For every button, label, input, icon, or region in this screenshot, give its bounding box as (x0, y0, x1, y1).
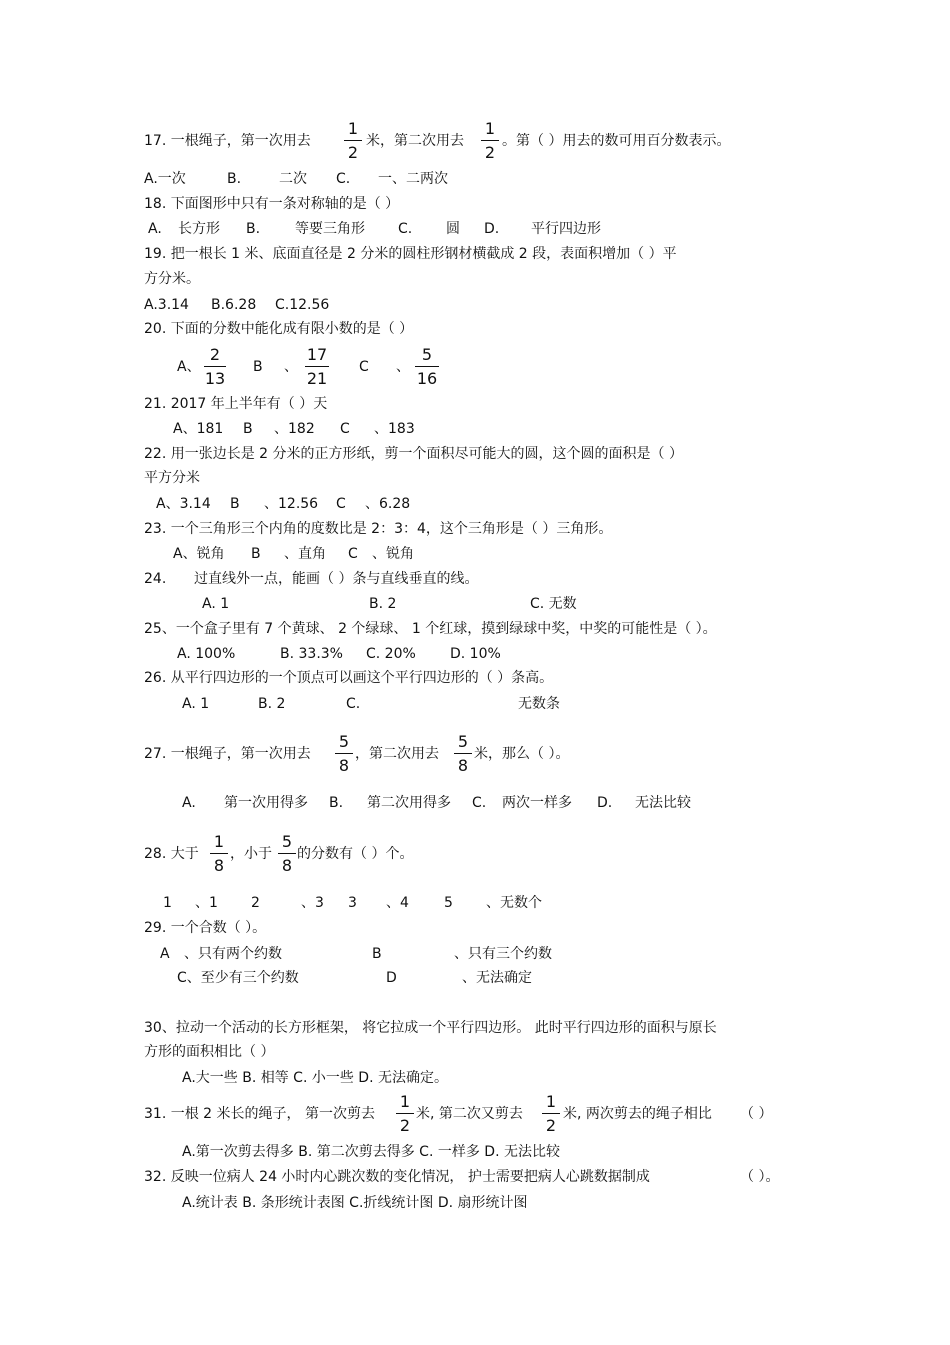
option: 2 (251, 895, 260, 911)
option: C. (336, 171, 351, 187)
option: A、181 (173, 421, 224, 437)
option: 、182 (274, 421, 315, 437)
option: C. (398, 221, 413, 237)
fraction: 1 2 (343, 120, 363, 162)
option: A.3.14 (144, 297, 189, 313)
option: B (230, 496, 240, 512)
option: A. 1 (202, 596, 230, 612)
option: D. 10% (450, 646, 501, 662)
q32-stem: 32. 反映一位病人 24 小时内心跳次数的变化情况， 护士需要把病人心跳数据制成 (144, 1169, 650, 1185)
q31-stem-start: 31. 一根 2 米长的绳子， 第一次剪去 (144, 1106, 375, 1122)
q29-stem: 29. 一个合数（ ）。 (144, 920, 267, 936)
option: 1 (163, 895, 172, 911)
q19-stem: 19. 把一根长 1 米、底面直径是 2 分米的圆柱形钢材横截成 2 段，表面积增加（ ）平 (144, 246, 677, 262)
q27-stem-end: 米，那么（ ）。 (474, 746, 570, 762)
option: B. 2 (369, 596, 397, 612)
fraction: 17 21 (306, 345, 328, 388)
q28-stem-end: 的分数有（ ）个。 (297, 846, 414, 862)
option: 一、二两次 (378, 171, 448, 187)
option: 、直角 (284, 546, 326, 562)
q26-stem: 26. 从平行四边形的一个顶点可以画这个平行四边形的（ ）条高。 (144, 670, 554, 686)
q31-stem-end: 米, 两次剪去的绳子相比 (563, 1106, 712, 1122)
option: 长方形 (178, 221, 220, 237)
option: 第一次用得多 (224, 795, 308, 811)
q24-number: 24. (144, 571, 167, 587)
option: C. (472, 795, 487, 811)
option: A、3.14 (156, 496, 211, 512)
option: A. 100% (177, 646, 236, 662)
option: 、无数个 (486, 895, 542, 911)
fraction: 1 2 (395, 1093, 415, 1135)
q30-stem: 30、拉动一个活动的长方形框架， 将它拉成一个平行四边形。 此时平行四边形的面积与原长 (144, 1020, 717, 1036)
option: C. (346, 696, 361, 712)
q22-stem-cont: 平方分米 (144, 470, 200, 486)
option-label: A、 (177, 359, 201, 375)
q32-blank: （ ）。 (740, 1169, 780, 1185)
option: A、锐角 (173, 546, 225, 562)
option: 、183 (374, 421, 415, 437)
option: A. 1 (182, 696, 210, 712)
q27-stem-start: 27. 一根绳子，第一次用去 (144, 746, 311, 762)
q23-stem: 23. 一个三角形三个内角的度数比是 2：3：4，这个三角形是（ ）三角形。 (144, 521, 613, 537)
option: D (386, 970, 397, 986)
q17-stem-start: 17. 一根绳子，第一次用去 (144, 133, 311, 149)
option: B. (329, 795, 344, 811)
option: A. (148, 221, 162, 237)
option: 、3 (301, 895, 324, 911)
q28-stem-start: 28. 大于 (144, 846, 199, 862)
option: 、只有两个约数 (184, 946, 282, 962)
q21-stem: 21. 2017 年上半年有（ ）天 (144, 396, 328, 412)
option-label: 、 (396, 359, 410, 375)
option: 二次 (279, 171, 307, 187)
option: 等要三角形 (295, 221, 365, 237)
option: C.12.56 (275, 297, 330, 313)
option: B (372, 946, 382, 962)
q32-options: A.统计表 B. 条形统计表图 C.折线统计图 D. 扇形统计图 (182, 1195, 528, 1211)
option: B. (227, 171, 242, 187)
fraction: 5 16 (416, 345, 438, 388)
option-label: 、 (284, 359, 298, 375)
option: C (348, 546, 358, 562)
option: 3 (348, 895, 357, 911)
fraction: 5 8 (334, 733, 354, 775)
q18-stem: 18. 下面图形中只有一条对称轴的是（ ） (144, 196, 400, 212)
q31-options: A.第一次剪去得多 B. 第二次剪去得多 C. 一样多 D. 无法比较 (182, 1144, 560, 1160)
option-label: B (253, 359, 263, 375)
option: A. (182, 795, 196, 811)
q31-stem-mid: 米, 第二次又剪去 (416, 1106, 523, 1122)
fraction: 5 8 (453, 733, 473, 775)
q28-stem-mid: ，小于 (230, 846, 272, 862)
q17-stem-end: 。第（ ）用去的数可用百分数表示。 (502, 133, 731, 149)
option: B (251, 546, 261, 562)
option: 两次一样多 (502, 795, 572, 811)
q31-blank: （ ） (740, 1106, 773, 1122)
option: B.6.28 (211, 297, 257, 313)
q22-stem: 22. 用一张边长是 2 分米的正方形纸，剪一个面积尽可能大的圆，这个圆的面积是（ ） (144, 446, 683, 462)
q17-stem-mid: 米，第二次用去 (366, 133, 464, 149)
option: B (243, 421, 253, 437)
q20-stem: 20. 下面的分数中能化成有限小数的是（ ） (144, 321, 414, 337)
q19-stem-cont: 方分米。 (144, 271, 200, 287)
option: 、4 (386, 895, 409, 911)
option: 、1 (195, 895, 218, 911)
option: A.一次 (144, 171, 186, 187)
q27-stem-mid: ，第二次用去 (355, 746, 439, 762)
fraction: 1 2 (541, 1093, 561, 1135)
q30-options: A.大一些 B. 相等 C. 小一些 D. 无法确定。 (182, 1070, 448, 1086)
option: C. 无数 (530, 596, 577, 612)
option: D. (484, 221, 500, 237)
option: 、锐角 (372, 546, 414, 562)
option: B. 2 (258, 696, 286, 712)
option-label: C (359, 359, 369, 375)
option: 圆 (446, 221, 460, 237)
option: C (336, 496, 346, 512)
fraction: 2 13 (204, 345, 226, 388)
option: 5 (444, 895, 453, 911)
option: 、无法确定 (462, 970, 532, 986)
option: B. 33.3% (280, 646, 343, 662)
option: 、6.28 (365, 496, 411, 512)
option: 无法比较 (635, 795, 691, 811)
option: A (160, 946, 170, 962)
option: 无数条 (518, 696, 560, 712)
option: 、只有三个约数 (454, 946, 552, 962)
fraction: 5 8 (277, 833, 297, 875)
q30-stem-cont: 方形的面积相比（ ） (144, 1044, 275, 1060)
option: C (340, 421, 350, 437)
option: D. (597, 795, 613, 811)
option: 、12.56 (264, 496, 319, 512)
fraction: 1 8 (209, 833, 229, 875)
q24-stem: 过直线外一点，能画（ ）条与直线垂直的线。 (194, 571, 479, 587)
option: C. 20% (366, 646, 416, 662)
option: 平行四边形 (531, 221, 601, 237)
option: B. (246, 221, 261, 237)
option: C、至少有三个约数 (177, 970, 299, 986)
fraction: 1 2 (480, 120, 500, 162)
q25-stem: 25、一个盒子里有 7 个黄球、 2 个绿球、 1 个红球，摸到绿球中奖，中奖的可能性是（ ）。 (144, 621, 717, 637)
option: 第二次用得多 (367, 795, 451, 811)
